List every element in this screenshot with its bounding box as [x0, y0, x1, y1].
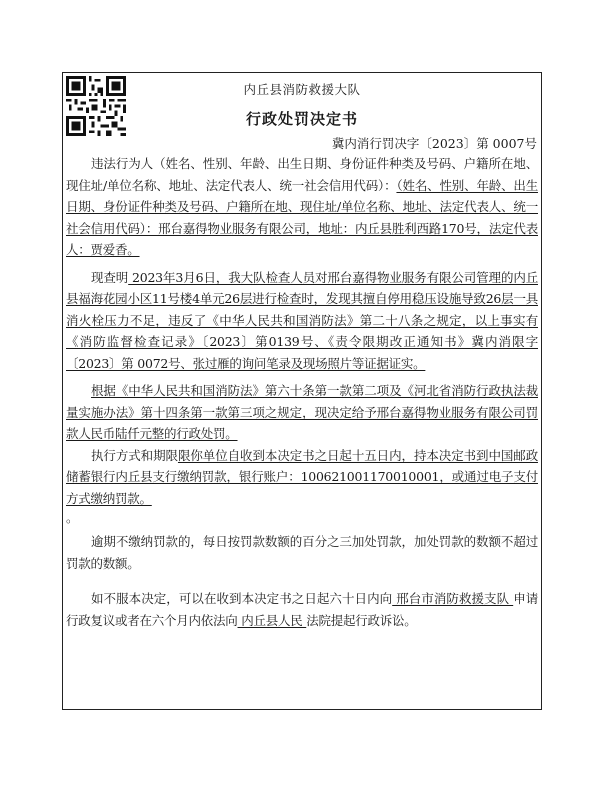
- appeal-court: 内丘县人民: [237, 612, 307, 628]
- appeal-text-1: 如不服本决定，可以在收到本决定书之日起六十日内向: [91, 591, 393, 606]
- appeal-agency: 邢台市消防救援支队: [392, 591, 514, 606]
- party-paragraph: [66, 153, 538, 261]
- stray-mark: 。: [66, 510, 79, 525]
- issuing-unit: 内丘县消防救援大队: [243, 82, 361, 97]
- appeal-paragraph: [66, 588, 538, 631]
- document-title: 行政处罚决定书: [245, 110, 358, 128]
- late-penalty-paragraph: 逾期不缴纳罚款的，每日按罚款数额的百分之三加处罚款，加处罚款的数额不超过罚款的数额。: [66, 534, 538, 571]
- appeal-text-2: 申请行政复议或者在六个月内依法向: [66, 591, 538, 628]
- party-details: （姓名、性别、年龄、出生日期、身份证件种类及号码、户籍所在地、现住址/单位名称、地址、法定代表人、统一社会信用代码）：邢台嘉得物业服务有限公司，地址：内丘县胜利西路170号，法定代表人：贾爱香。: [66, 177, 538, 257]
- execution-paragraph: [66, 445, 538, 510]
- decision-details: 根据《中华人民共和国消防法》第六十条第一款第二项及《河北省消防行政执法裁量实施办法》第十四条第一款第三项之规定，现决定给予邢台嘉得物业服务有限公司罚款人民币陆仟元整的行政处罚。: [66, 383, 538, 441]
- decision-paragraph: [66, 380, 538, 445]
- execution-details: 限你单位自收到本决定书之日起十五日内，持本决定书到中国邮政储蓄银行内丘县支行缴纳罚款，银行账户：100621001170010001，或通过电子支付方式缴纳罚款。: [66, 447, 538, 506]
- findings-details: 2023年3月6日，我大队检查人员对邢台嘉得物业服务有限公司管理的内丘县福海花园小区11号楼4单元26层进行检查时，发现其擅自停用稳压设施导致26层一具消火栓压力不足，违反了《中华人民共和国消防法》第二十八条之规定，以上事实有《消防监督检查记录》〔2023〕第0139号、《责令限期改正通知书》冀内消限字〔2023〕第 0072号、张过雁的询问笔录及现场照片等证据证实。: [66, 269, 538, 371]
- appeal-text-3: 法院提起行政诉讼。: [306, 612, 417, 628]
- party-label: 违法行为人（姓名、性别、年龄、出生日期、身份证件种类及号码、户籍所在地、现住址/单位名称、地址、法定代表人、统一社会信用代码）：: [66, 156, 538, 193]
- document-number: 冀内消行罚决字〔2023〕第 0007号: [331, 136, 537, 151]
- execution-label: 执行方式和期限: [91, 447, 178, 463]
- document-body: [66, 153, 538, 631]
- findings-paragraph: [66, 267, 538, 375]
- findings-label: 现查明: [91, 269, 129, 285]
